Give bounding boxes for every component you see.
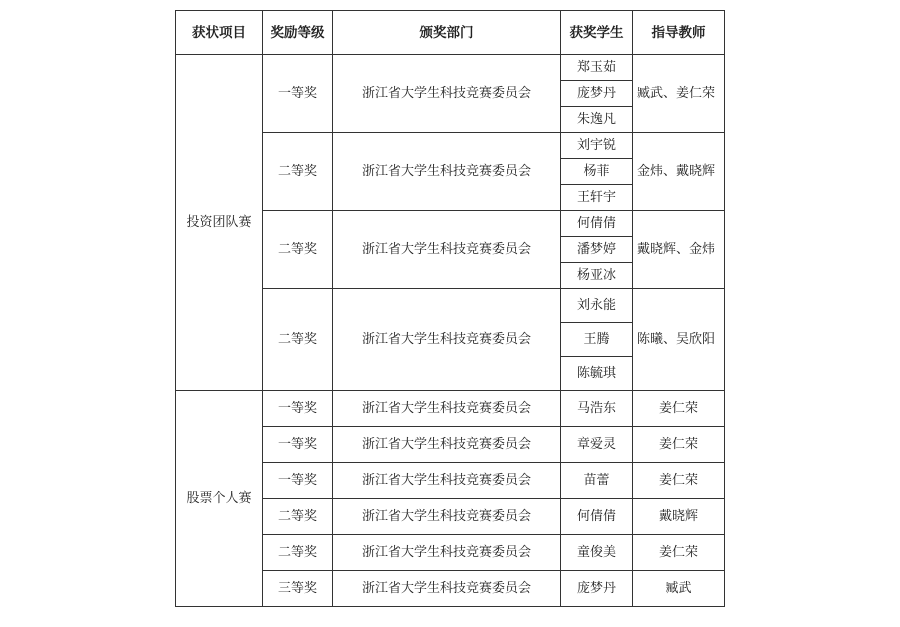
level-cell: 一等奖 <box>263 55 333 133</box>
category-cell: 投资团队赛 <box>176 55 263 391</box>
department-cell: 浙江省大学生科技竞赛委员会 <box>333 499 561 535</box>
student-cell: 杨亚冰 <box>561 263 633 289</box>
student-cell: 苗蕾 <box>561 463 633 499</box>
student-cell: 陈毓琪 <box>561 357 633 391</box>
department-cell: 浙江省大学生科技竞赛委员会 <box>333 463 561 499</box>
student-cell: 庞梦丹 <box>561 81 633 107</box>
level-cell: 一等奖 <box>263 391 333 427</box>
level-cell: 二等奖 <box>263 133 333 211</box>
level-cell: 一等奖 <box>263 463 333 499</box>
student-cell: 潘梦婷 <box>561 237 633 263</box>
category-cell: 股票个人赛 <box>176 391 263 607</box>
department-cell: 浙江省大学生科技竞赛委员会 <box>333 427 561 463</box>
department-cell: 浙江省大学生科技竞赛委员会 <box>333 571 561 607</box>
teacher-cell: 金炜、戴晓辉 <box>633 133 725 211</box>
department-cell: 浙江省大学生科技竞赛委员会 <box>333 289 561 391</box>
header-department: 颁奖部门 <box>333 11 561 55</box>
teacher-cell: 戴晓辉、金炜 <box>633 211 725 289</box>
awards-table <box>175 10 725 607</box>
student-cell: 刘宇锐 <box>561 133 633 159</box>
header-project: 获状项目 <box>176 11 263 55</box>
student-cell: 郑玉茹 <box>561 55 633 81</box>
student-cell: 朱逸凡 <box>561 107 633 133</box>
header-level: 奖励等级 <box>263 11 333 55</box>
teacher-cell: 姜仁荣 <box>633 535 725 571</box>
student-cell: 何倩倩 <box>561 211 633 237</box>
department-cell: 浙江省大学生科技竞赛委员会 <box>333 535 561 571</box>
level-cell: 二等奖 <box>263 289 333 391</box>
level-cell: 二等奖 <box>263 211 333 289</box>
level-cell: 二等奖 <box>263 535 333 571</box>
student-cell: 刘永能 <box>561 289 633 323</box>
level-cell: 三等奖 <box>263 571 333 607</box>
teacher-cell: 姜仁荣 <box>633 391 725 427</box>
student-cell: 王腾 <box>561 323 633 357</box>
header-student: 获奖学生 <box>561 11 633 55</box>
student-cell: 章爱灵 <box>561 427 633 463</box>
teacher-cell: 臧武、姜仁荣 <box>633 55 725 133</box>
level-cell: 二等奖 <box>263 499 333 535</box>
student-cell: 何倩倩 <box>561 499 633 535</box>
header-teacher: 指导教师 <box>633 11 725 55</box>
department-cell: 浙江省大学生科技竞赛委员会 <box>333 391 561 427</box>
table-row <box>176 55 725 81</box>
table-row <box>176 391 725 427</box>
student-cell: 庞梦丹 <box>561 571 633 607</box>
teacher-cell: 臧武 <box>633 571 725 607</box>
student-cell: 马浩东 <box>561 391 633 427</box>
department-cell: 浙江省大学生科技竞赛委员会 <box>333 211 561 289</box>
department-cell: 浙江省大学生科技竞赛委员会 <box>333 133 561 211</box>
student-cell: 王轩宇 <box>561 185 633 211</box>
teacher-cell: 姜仁荣 <box>633 463 725 499</box>
teacher-cell: 陈曦、吴欣阳 <box>633 289 725 391</box>
department-cell: 浙江省大学生科技竞赛委员会 <box>333 55 561 133</box>
level-cell: 一等奖 <box>263 427 333 463</box>
teacher-cell: 姜仁荣 <box>633 427 725 463</box>
student-cell: 童俊美 <box>561 535 633 571</box>
student-cell: 杨菲 <box>561 159 633 185</box>
table-header-row <box>176 11 725 55</box>
teacher-cell: 戴晓辉 <box>633 499 725 535</box>
